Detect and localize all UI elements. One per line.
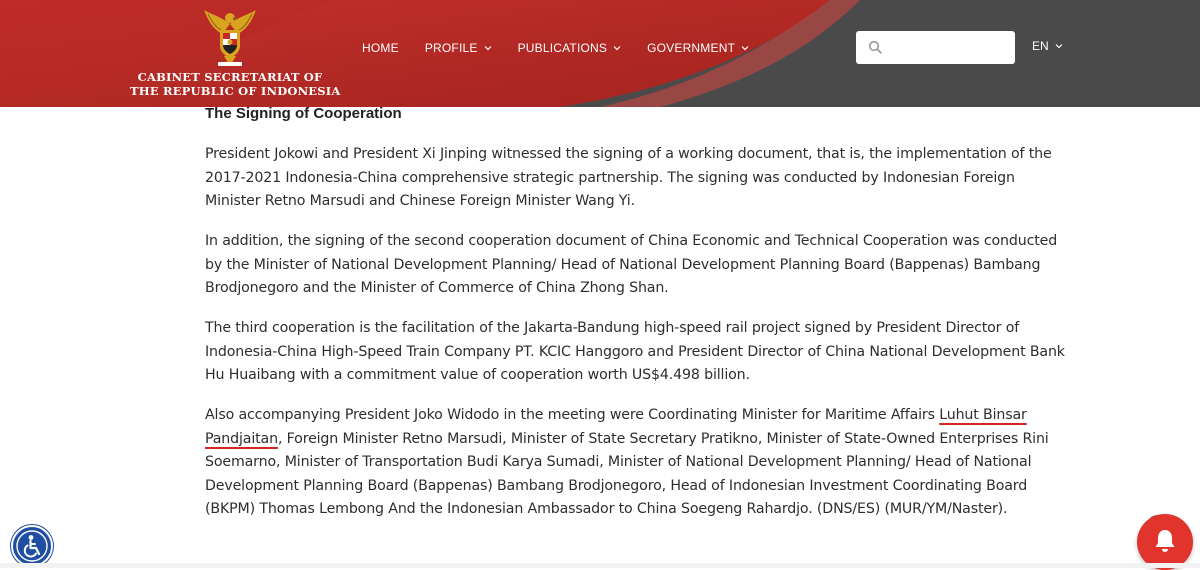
notification-bell-button[interactable]	[1137, 514, 1193, 570]
garuda-emblem-icon	[202, 6, 258, 70]
main-navigation	[362, 38, 775, 58]
nav-home[interactable]	[362, 41, 399, 55]
nav-publications-label: PUBLICATIONS	[517, 41, 608, 55]
section-heading: The Signing of Cooperation	[205, 105, 402, 122]
article-paragraph: President Jokowi and President Xi Jinping witnessed the signing of a working document, that is, the implementation of the 2017-2021 Indonesia-China comprehensive strategic partnership. The signing was conducted by Indonesian Foreign Minister Retno Marsudi and Chinese Foreign Minister Wang Yi.	[205, 146, 1052, 209]
nav-government[interactable]	[647, 41, 749, 55]
logo-text-line-2: THE REPUBLIC OF INDONESIA	[130, 84, 341, 98]
article-paragraph: The third cooperation is the facilitation of the Jakarta-Bandung high-speed rail project signed by President Director of Indonesia-China High-Speed Train Company PT. KCIC Hanggoro and President Director of China National Development Bank Hu Huaibang with a commitment value of cooperation worth US$4.498 billion.	[205, 320, 1065, 383]
chevron-down-icon	[484, 44, 492, 52]
article-paragraph	[205, 404, 1065, 522]
paragraph-text: , Foreign Minister Retno Marsudi, Minister of State Secretary Pratikno, Minister of State-Owned Enterprises Rini Soemarno, Minister of Transportation Budi Karya Sumadi, Minister of National Development Planning/ Head of National Development Planning Board (Bappenas) Bambang Brodjonegoro, Head of Indonesian Investment Coordinating Board (BKPM) Thomas Lembong And the Indonesian Ambassador to China Soegeng Rahardjo. (DNS/ES) (MUR/YM/Naster).	[205, 430, 1049, 517]
nav-publications[interactable]	[518, 41, 622, 55]
article-body	[205, 103, 1065, 517]
nav-home-label: HOME	[362, 41, 399, 55]
search-input[interactable]	[888, 37, 1010, 59]
nav-profile-label: PROFILE	[424, 41, 478, 55]
accessibility-icon	[13, 527, 51, 565]
nav-government-label: GOVERNMENT	[647, 41, 736, 55]
site-header	[0, 0, 1200, 107]
site-logo[interactable]	[130, 6, 341, 104]
page-bottom-edge	[0, 563, 1200, 568]
search-icon[interactable]	[868, 40, 882, 54]
search-box[interactable]	[856, 31, 1015, 64]
logo-text-line-1: CABINET SECRETARIAT OF	[137, 70, 323, 84]
paragraph-text: Also accompanying President Joko Widodo in the meeting were Coordinating Minister for Maritime Affairs	[205, 407, 940, 423]
bell-icon	[1153, 528, 1177, 554]
person-link-luhut-binsar-pandjaitan[interactable]: Luhut Binsar Pandjaitan	[205, 407, 1027, 447]
language-selector[interactable]	[1032, 39, 1063, 53]
accessibility-button[interactable]	[11, 525, 53, 567]
chevron-down-icon	[1055, 42, 1063, 50]
nav-profile[interactable]	[425, 41, 492, 55]
chevron-down-icon	[741, 44, 749, 52]
chevron-down-icon	[613, 44, 621, 52]
language-selected-label: EN	[1032, 39, 1049, 53]
article-paragraph: In addition, the signing of the second cooperation document of China Economic and Technical Cooperation was conducted by the Minister of National Development Planning/ Head of National Development Planning Board (Bappenas) Bambang Brodjonegoro and the Minister of Commerce of China Zhong Shan.	[205, 233, 1058, 296]
